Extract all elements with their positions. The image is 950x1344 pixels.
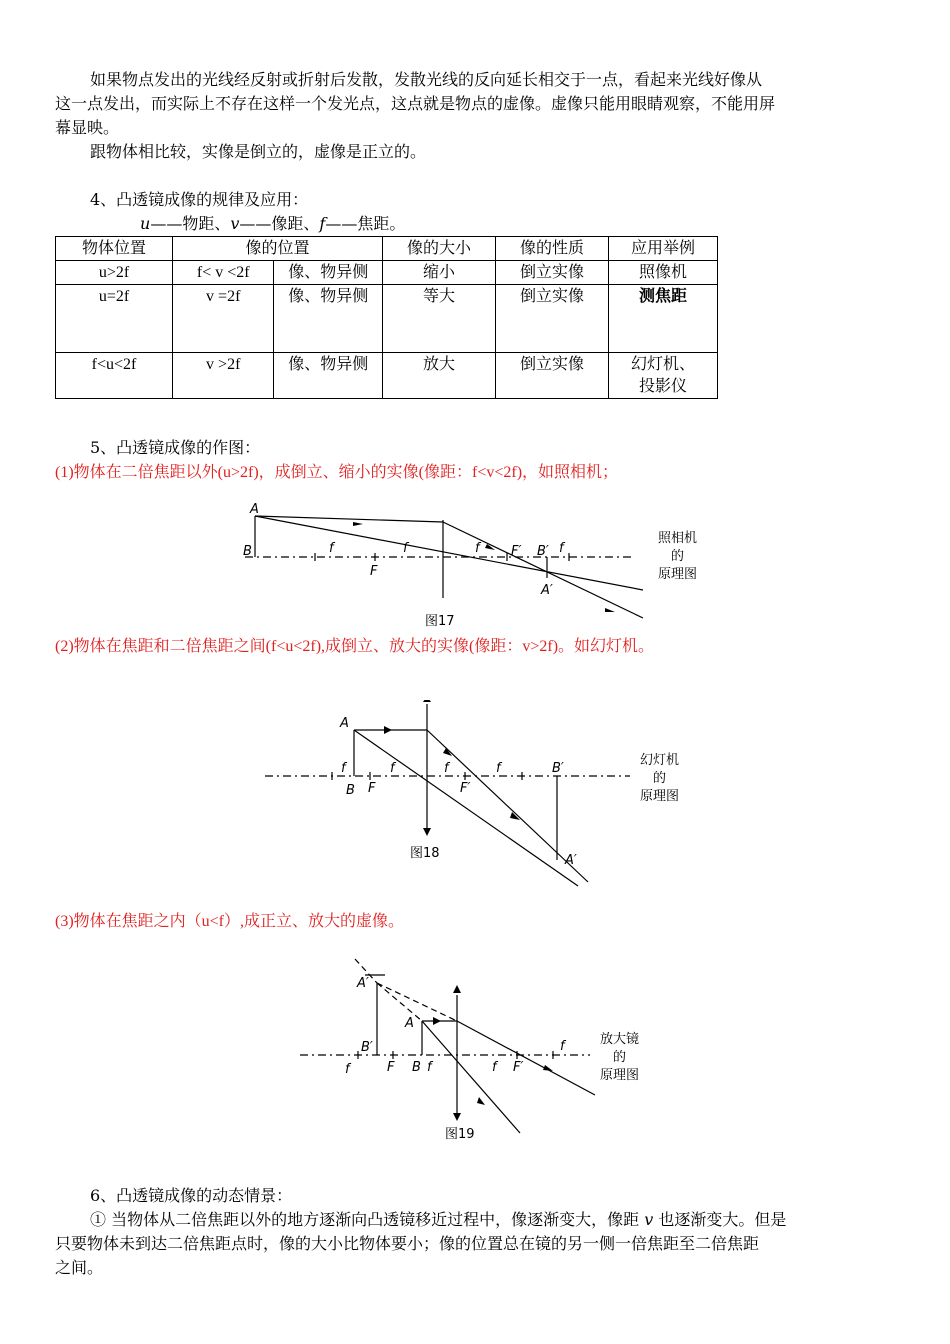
- figure-17-camera: [235, 500, 715, 635]
- label-B-prime: B′: [552, 761, 564, 776]
- table-header-cell: 应用举例: [609, 237, 718, 261]
- label-f: f: [444, 761, 449, 776]
- label-F: F: [370, 564, 378, 579]
- paragraph-virtual-image-1: 如果物点发出的光线经反射或折射后发散，发散光线的反向延长相交于一点，看起来光线好像从: [90, 70, 763, 89]
- arrowhead: [384, 726, 392, 734]
- label-f: f: [390, 761, 395, 776]
- arrowhead: [433, 1017, 441, 1025]
- table-cell: u=2f: [56, 285, 173, 353]
- figure-side-label: 原理图: [600, 1068, 640, 1083]
- ray-extension: [377, 983, 457, 1021]
- figure-side-label: 放大镜: [600, 1032, 640, 1047]
- legend-v: v: [230, 214, 240, 233]
- table-cell: 像、物异侧: [274, 353, 383, 399]
- label-A: A: [405, 1016, 414, 1031]
- table-cell-line: 投影仪: [638, 378, 687, 395]
- label-F: F: [387, 1060, 395, 1075]
- label-F: F: [368, 781, 376, 796]
- label-A-prime: A′: [357, 976, 369, 991]
- table-cell: 测焦距: [609, 285, 718, 353]
- label-B: B: [346, 783, 355, 798]
- table-cell: f< v <2f: [173, 261, 274, 285]
- label-A-prime: A′: [541, 583, 553, 598]
- label-B: B: [412, 1060, 421, 1075]
- label-f: f: [403, 541, 408, 556]
- paragraph-virtual-image-3: 幕显映。: [55, 118, 120, 137]
- paragraph-virtual-image-2: 这一点发出，而实际上不存在这样一个发光点，这点就是物点的虚像。虚像只能用眼睛观察，不能用屏: [55, 94, 776, 113]
- label-f: f: [341, 761, 346, 776]
- legend-u: u: [140, 214, 151, 233]
- case-3-text: (3)物体在焦距之内（u<f）,成正立、放大的虚像。: [55, 913, 405, 930]
- label-A: A: [250, 502, 259, 517]
- table-header-cell: 像的大小: [383, 237, 496, 261]
- section-6-title: 6、凸透镜成像的动态情景：: [90, 1186, 293, 1205]
- arrowhead: [453, 985, 461, 993]
- label-F-prime: F′: [511, 544, 522, 559]
- label-f: f: [427, 1060, 432, 1075]
- arrowhead: [543, 1065, 553, 1071]
- table-cell: 等大: [383, 285, 496, 353]
- figure-side-label: 照相机: [658, 531, 698, 546]
- ray-extension: [377, 983, 422, 1021]
- table-cell: f<u<2f: [56, 353, 173, 399]
- arrowhead: [353, 522, 363, 526]
- label-A: A: [340, 716, 349, 731]
- section-6-paragraph-1: [90, 1208, 786, 1232]
- label-B-prime: B′: [361, 1040, 373, 1055]
- table-cell: v =2f: [173, 285, 274, 353]
- text-run-v: v: [644, 1210, 654, 1229]
- case-2-text: (2)物体在焦距和二倍焦距之间(f<u<2f),成倒立、放大的实像(像距：v>2f)。如幻灯机。: [55, 638, 655, 655]
- figure-side-label: 幻灯机: [640, 753, 680, 768]
- case-1-text: (1)物体在二倍焦距以外(u>2f)，成倒立、缩小的实像(像距：f<v<2f)，如照相机；: [55, 464, 619, 481]
- legend-v-text: ——像距、: [239, 214, 320, 233]
- figure-side-label: 原理图: [640, 789, 680, 804]
- table-row: [56, 285, 718, 353]
- ray-refracted: [427, 730, 588, 882]
- table-row: [56, 261, 718, 285]
- section-6-paragraph-2: 只要物体未到达二倍焦距点时，像的大小比物体要小；像的位置总在镜的另一侧一倍焦距至二倍焦距: [55, 1234, 760, 1253]
- label-f: f: [475, 541, 480, 556]
- section-5-title: 5、凸透镜成像的作图：: [90, 438, 261, 457]
- figure-caption: 图19: [445, 1127, 475, 1142]
- label-F-prime: F′: [513, 1060, 524, 1075]
- arrowhead: [423, 828, 431, 836]
- table-cell: 放大: [383, 353, 496, 399]
- table-header-cell: 像的位置: [173, 237, 383, 261]
- ray-center: [422, 1021, 520, 1133]
- paragraph-compare: 跟物体相比较，实像是倒立的，虚像是正立的。: [90, 142, 427, 161]
- table-cell: 倒立实像: [496, 353, 609, 399]
- label-B: B: [243, 544, 252, 559]
- table-cell: 像、物异侧: [274, 285, 383, 353]
- figure-caption: 图18: [410, 846, 440, 861]
- imaging-rules-table: [55, 236, 718, 399]
- legend-u-text: ——物距、: [150, 214, 231, 233]
- label-F-prime: F′: [460, 781, 471, 796]
- table-cell: v >2f: [173, 353, 274, 399]
- figure-caption: 图17: [425, 614, 455, 629]
- label-f: f: [559, 541, 564, 556]
- arrowhead: [423, 700, 431, 702]
- section-4-legend: [140, 212, 405, 236]
- ray-refracted: [443, 522, 643, 618]
- arrowhead: [453, 1113, 461, 1121]
- figure-side-label: 的: [653, 771, 667, 786]
- figure-side-label: 原理图: [658, 567, 698, 582]
- legend-f: f: [319, 214, 326, 233]
- table-cell: u>2f: [56, 261, 173, 285]
- label-f: f: [496, 761, 501, 776]
- figure-18-projector: [260, 700, 700, 890]
- table-cell-line: 幻灯机、: [630, 356, 695, 373]
- section-6-paragraph-3: 之间。: [55, 1258, 104, 1277]
- label-f: f: [345, 1062, 350, 1077]
- text-run: 也逐渐变大。但是: [653, 1210, 787, 1229]
- section-4-title: 4、凸透镜成像的规律及应用：: [90, 190, 309, 209]
- label-A-prime: A′: [565, 853, 577, 868]
- text-run: ① 当物体从二倍焦距以外的地方逐渐向凸透镜移近过程中，像逐渐变大，像距: [90, 1210, 645, 1229]
- label-f: f: [492, 1060, 497, 1075]
- table-header-cell: 物体位置: [56, 237, 173, 261]
- label-f: f: [560, 1039, 565, 1054]
- arrowhead: [477, 1097, 485, 1105]
- figure-side-label: 的: [613, 1050, 627, 1065]
- ray-center: [255, 516, 643, 590]
- arrowhead: [605, 608, 615, 612]
- table-cell: 照像机: [609, 261, 718, 285]
- table-cell: 像、物异侧: [274, 261, 383, 285]
- figure-side-label: 的: [671, 549, 685, 564]
- label-B-prime: B′: [537, 544, 549, 559]
- table-cell: 倒立实像: [496, 261, 609, 285]
- ray-center: [354, 730, 578, 886]
- label-f: f: [329, 541, 334, 556]
- legend-f-text: ——焦距。: [325, 214, 406, 233]
- table-header-row: [56, 237, 718, 261]
- table-row: [56, 353, 718, 399]
- figure-19-magnifier: [295, 955, 675, 1145]
- table-cell: 缩小: [383, 261, 496, 285]
- table-cell: [609, 353, 718, 399]
- table-cell: 倒立实像: [496, 285, 609, 353]
- table-header-cell: 像的性质: [496, 237, 609, 261]
